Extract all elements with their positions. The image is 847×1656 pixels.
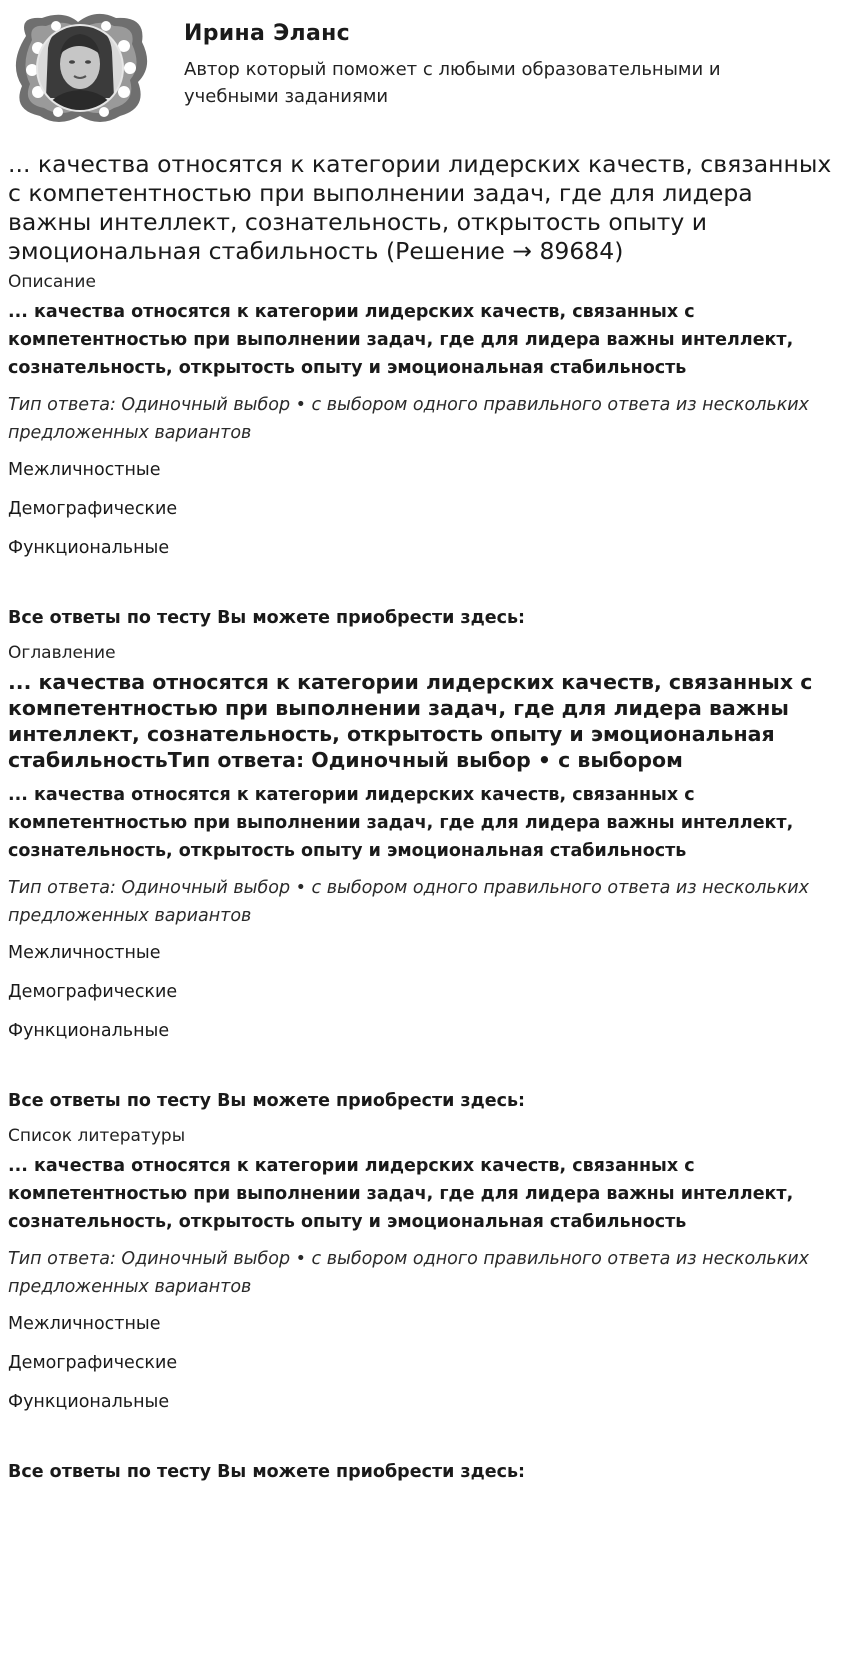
answer-option: Межличностные: [8, 460, 161, 480]
question-text: ... качества относятся к категории лидерских качеств, связанных с компетентностью при выполнении задач, где для лидера важны интеллект, сознательность, открытость опыту и эмоциональная стабильность: [8, 785, 794, 861]
answer-type: Тип ответа: Одиночный выбор • с выбором одного правильного ответа из нескольких предложенных вариантов: [8, 1249, 810, 1297]
answer-option: Демографические: [8, 1353, 178, 1373]
section-label-description: Описание: [8, 272, 96, 292]
answer-option: Межличностные: [8, 1314, 161, 1334]
buy-answers-text: Все ответы по тесту Вы можете приобрести здесь:: [8, 1091, 526, 1111]
answer-option: Функциональные: [8, 538, 170, 558]
author-description: Автор который поможет с любыми образовательными и учебными заданиями: [184, 59, 721, 107]
main-content: [8, 150, 838, 1496]
question-text: ... качества относятся к категории лидерских качеств, связанных с компетентностью при выполнении задач, где для лидера важны интеллект, сознательность, открытость опыту и эмоциональная стабильность: [8, 1156, 794, 1232]
answer-type: Тип ответа: Одиночный выбор • с выбором одного правильного ответа из нескольких предложенных вариантов: [8, 395, 810, 443]
section-label-literature: Список литературы: [8, 1126, 186, 1146]
author-card: [8, 8, 838, 128]
answer-option: Демографические: [8, 499, 178, 519]
answer-type: Тип ответа: Одиночный выбор • с выбором одного правильного ответа из нескольких предложенных вариантов: [8, 878, 810, 926]
answer-option: Функциональные: [8, 1392, 170, 1412]
toc-section: [8, 642, 838, 1115]
buy-answers-text: Все ответы по тесту Вы можете приобрести здесь:: [8, 1462, 526, 1482]
toc-heading: ... качества относятся к категории лидерских качеств, связанных с компетентностью при выполнении задач, где для лидера важны интеллект, сознательность, открытость опыту и эмоциональная стабильностьТип ответа: Одиночный выбор • с выбором: [8, 670, 813, 772]
section-label-toc: Оглавление: [8, 643, 116, 663]
author-name[interactable]: Ирина Эланс: [184, 21, 350, 46]
question-text: ... качества относятся к категории лидерских качеств, связанных с компетентностью при выполнении задач, где для лидера важны интеллект, сознательность, открытость опыту и эмоциональная стабильность: [8, 302, 794, 378]
literature-section: [8, 1125, 838, 1486]
page-title: ... качества относятся к категории лидерских качеств, связанных с компетентностью при выполнении задач, где для лидера важны интеллект, сознательность, открытость опыту и эмоциональная стабильность (Решение → 89684): [8, 150, 832, 265]
answer-option: Функциональные: [8, 1021, 170, 1041]
author-avatar: [8, 8, 153, 126]
answer-option: Демографические: [8, 982, 178, 1002]
description-section: [8, 271, 838, 632]
buy-answers-text: Все ответы по тесту Вы можете приобрести здесь:: [8, 608, 526, 628]
answer-option: Межличностные: [8, 943, 161, 963]
